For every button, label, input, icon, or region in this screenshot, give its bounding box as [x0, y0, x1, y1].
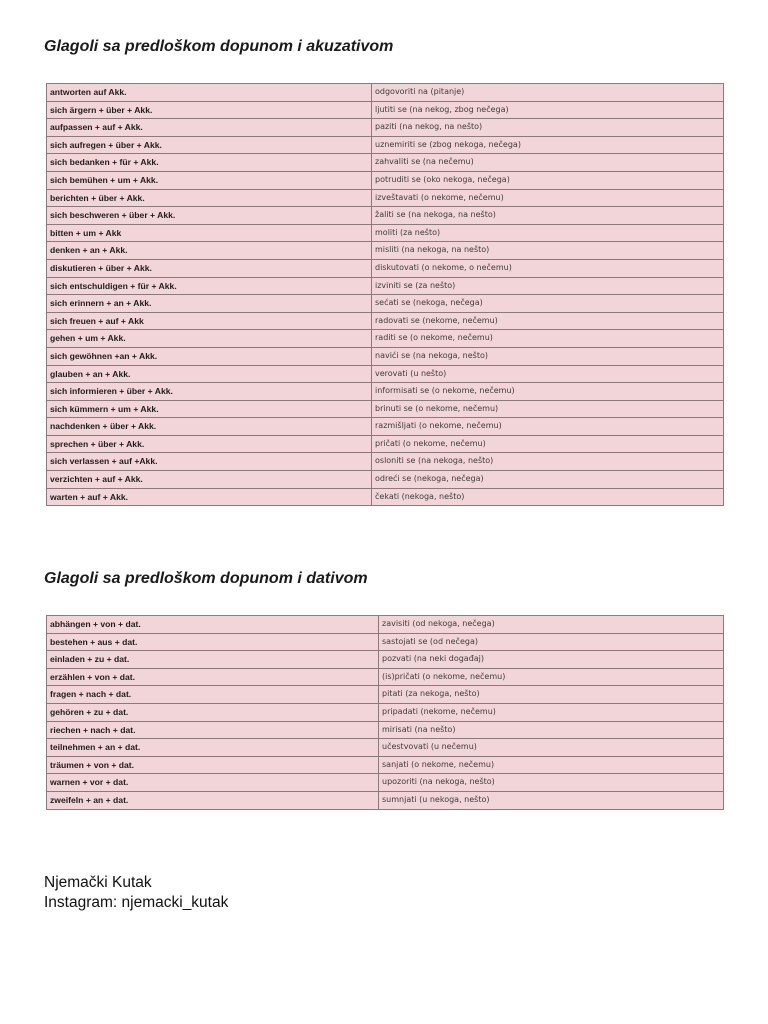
german-verb-cell: warnen + vor + dat.: [47, 774, 379, 792]
translation-cell: pričati (o nekome, nečemu): [372, 435, 724, 453]
translation-cell: informisati se (o nekome, nečemu): [372, 383, 724, 401]
translation-cell: čekati (nekoga, nešto): [372, 488, 724, 506]
german-verb-cell: fragen + nach + dat.: [47, 686, 379, 704]
translation-cell: (is)pričati (o nekome, nečemu): [379, 668, 724, 686]
verb-row: [47, 312, 724, 330]
verb-row: [47, 616, 724, 634]
translation-cell: paziti (na nekog, na nešto): [372, 119, 724, 137]
translation-cell: misliti (na nekoga, na nešto): [372, 242, 724, 260]
german-verb-cell: einladen + zu + dat.: [47, 651, 379, 669]
verb-row: [47, 686, 724, 704]
verb-row: [47, 739, 724, 757]
verb-row: [47, 418, 724, 436]
translation-cell: potruditi se (oko nekoga, nečega): [372, 171, 724, 189]
translation-cell: sećati se (nekoga, nečega): [372, 295, 724, 313]
german-verb-cell: sich kümmern + um + Akk.: [47, 400, 372, 418]
dative-verb-table-body: [47, 616, 724, 810]
german-verb-cell: aufpassen + auf + Akk.: [47, 119, 372, 137]
verb-row: [47, 259, 724, 277]
verb-row: [47, 189, 724, 207]
footer-brand-name: Njemački Kutak: [44, 874, 152, 891]
verb-row: [47, 101, 724, 119]
german-verb-cell: sich informieren + über + Akk.: [47, 383, 372, 401]
german-verb-cell: denken + an + Akk.: [47, 242, 372, 260]
translation-cell: brinuti se (o nekome, nečemu): [372, 400, 724, 418]
german-verb-cell: sich ärgern + über + Akk.: [47, 101, 372, 119]
footer-instagram-handle: Instagram: njemacki_kutak: [44, 894, 229, 911]
german-verb-cell: zweifeln + an + dat.: [47, 791, 379, 809]
german-verb-cell: antworten auf Akk.: [47, 84, 372, 102]
german-verb-cell: sich entschuldigen + für + Akk.: [47, 277, 372, 295]
translation-cell: diskutovati (o nekome, o nečemu): [372, 259, 724, 277]
translation-cell: sastojati se (od nečega): [379, 633, 724, 651]
translation-cell: ljutiti se (na nekog, zbog nečega): [372, 101, 724, 119]
translation-cell: pripadati (nekome, nečemu): [379, 703, 724, 721]
translation-cell: sanjati (o nekome, nečemu): [379, 756, 724, 774]
translation-cell: moliti (za nešto): [372, 224, 724, 242]
german-verb-cell: abhängen + von + dat.: [47, 616, 379, 634]
german-verb-cell: erzählen + von + dat.: [47, 668, 379, 686]
german-verb-cell: sprechen + über + Akk.: [47, 435, 372, 453]
verb-row: [47, 119, 724, 137]
verb-row: [47, 471, 724, 489]
german-verb-cell: gehen + um + Akk.: [47, 330, 372, 348]
german-verb-cell: riechen + nach + dat.: [47, 721, 379, 739]
german-verb-cell: sich bedanken + für + Akk.: [47, 154, 372, 172]
translation-cell: zavisiti (od nekoga, nečega): [379, 616, 724, 634]
german-verb-cell: diskutieren + über + Akk.: [47, 259, 372, 277]
german-verb-cell: sich verlassen + auf +Akk.: [47, 453, 372, 471]
dative-verb-table: [46, 615, 724, 810]
german-verb-cell: teilnehmen + an + dat.: [47, 739, 379, 757]
translation-cell: verovati (u nešto): [372, 365, 724, 383]
verb-row: [47, 242, 724, 260]
verb-row: [47, 365, 724, 383]
verb-row: [47, 400, 724, 418]
translation-cell: izviniti se (za nešto): [372, 277, 724, 295]
german-verb-cell: sich bemühen + um + Akk.: [47, 171, 372, 189]
verb-row: [47, 721, 724, 739]
german-verb-cell: bitten + um + Akk: [47, 224, 372, 242]
translation-cell: navići se (na nekoga, nešto): [372, 347, 724, 365]
german-verb-cell: träumen + von + dat.: [47, 756, 379, 774]
verb-row: [47, 383, 724, 401]
accusative-section-title: Glagoli sa predloškom dopunom i akuzativom: [44, 38, 394, 55]
german-verb-cell: sich erinnern + an + Akk.: [47, 295, 372, 313]
translation-cell: sumnjati (u nekoga, nešto): [379, 791, 724, 809]
translation-cell: mirisati (na nešto): [379, 721, 724, 739]
verb-row: [47, 791, 724, 809]
german-verb-cell: glauben + an + Akk.: [47, 365, 372, 383]
german-verb-cell: nachdenken + über + Akk.: [47, 418, 372, 436]
verb-row: [47, 84, 724, 102]
translation-cell: raditi se (o nekome, nečemu): [372, 330, 724, 348]
translation-cell: zahvaliti se (na nečemu): [372, 154, 724, 172]
verb-row: [47, 633, 724, 651]
translation-cell: osloniti se (na nekoga, nešto): [372, 453, 724, 471]
german-verb-cell: sich gewöhnen +an + Akk.: [47, 347, 372, 365]
translation-cell: upozoriti (na nekoga, nešto): [379, 774, 724, 792]
verb-row: [47, 453, 724, 471]
translation-cell: pitati (za nekoga, nešto): [379, 686, 724, 704]
verb-row: [47, 488, 724, 506]
german-verb-cell: berichten + über + Akk.: [47, 189, 372, 207]
dative-section-title: Glagoli sa predloškom dopunom i dativom: [44, 570, 368, 587]
verb-row: [47, 171, 724, 189]
verb-row: [47, 347, 724, 365]
german-verb-cell: sich aufregen + über + Akk.: [47, 136, 372, 154]
verb-row: [47, 703, 724, 721]
translation-cell: razmišljati (o nekome, nečemu): [372, 418, 724, 436]
verb-row: [47, 668, 724, 686]
german-verb-cell: sich freuen + auf + Akk: [47, 312, 372, 330]
verb-row: [47, 330, 724, 348]
verb-row: [47, 224, 724, 242]
translation-cell: radovati se (nekome, nečemu): [372, 312, 724, 330]
verb-row: [47, 207, 724, 225]
translation-cell: izveštavati (o nekome, nečemu): [372, 189, 724, 207]
verb-row: [47, 756, 724, 774]
german-verb-cell: gehören + zu + dat.: [47, 703, 379, 721]
accusative-verb-table: [46, 83, 724, 506]
german-verb-cell: bestehen + aus + dat.: [47, 633, 379, 651]
verb-row: [47, 154, 724, 172]
german-verb-cell: warten + auf + Akk.: [47, 488, 372, 506]
verb-row: [47, 435, 724, 453]
translation-cell: odreći se (nekoga, nečega): [372, 471, 724, 489]
translation-cell: žaliti se (na nekoga, na nešto): [372, 207, 724, 225]
translation-cell: odgovoriti na (pitanje): [372, 84, 724, 102]
translation-cell: učestvovati (u nečemu): [379, 739, 724, 757]
german-verb-cell: verzichten + auf + Akk.: [47, 471, 372, 489]
verb-row: [47, 277, 724, 295]
translation-cell: uznemiriti se (zbog nekoga, nečega): [372, 136, 724, 154]
verb-row: [47, 651, 724, 669]
accusative-verb-table-body: [47, 84, 724, 506]
verb-row: [47, 774, 724, 792]
translation-cell: pozvati (na neki događaj): [379, 651, 724, 669]
german-verb-cell: sich beschweren + über + Akk.: [47, 207, 372, 225]
verb-row: [47, 136, 724, 154]
verb-row: [47, 295, 724, 313]
